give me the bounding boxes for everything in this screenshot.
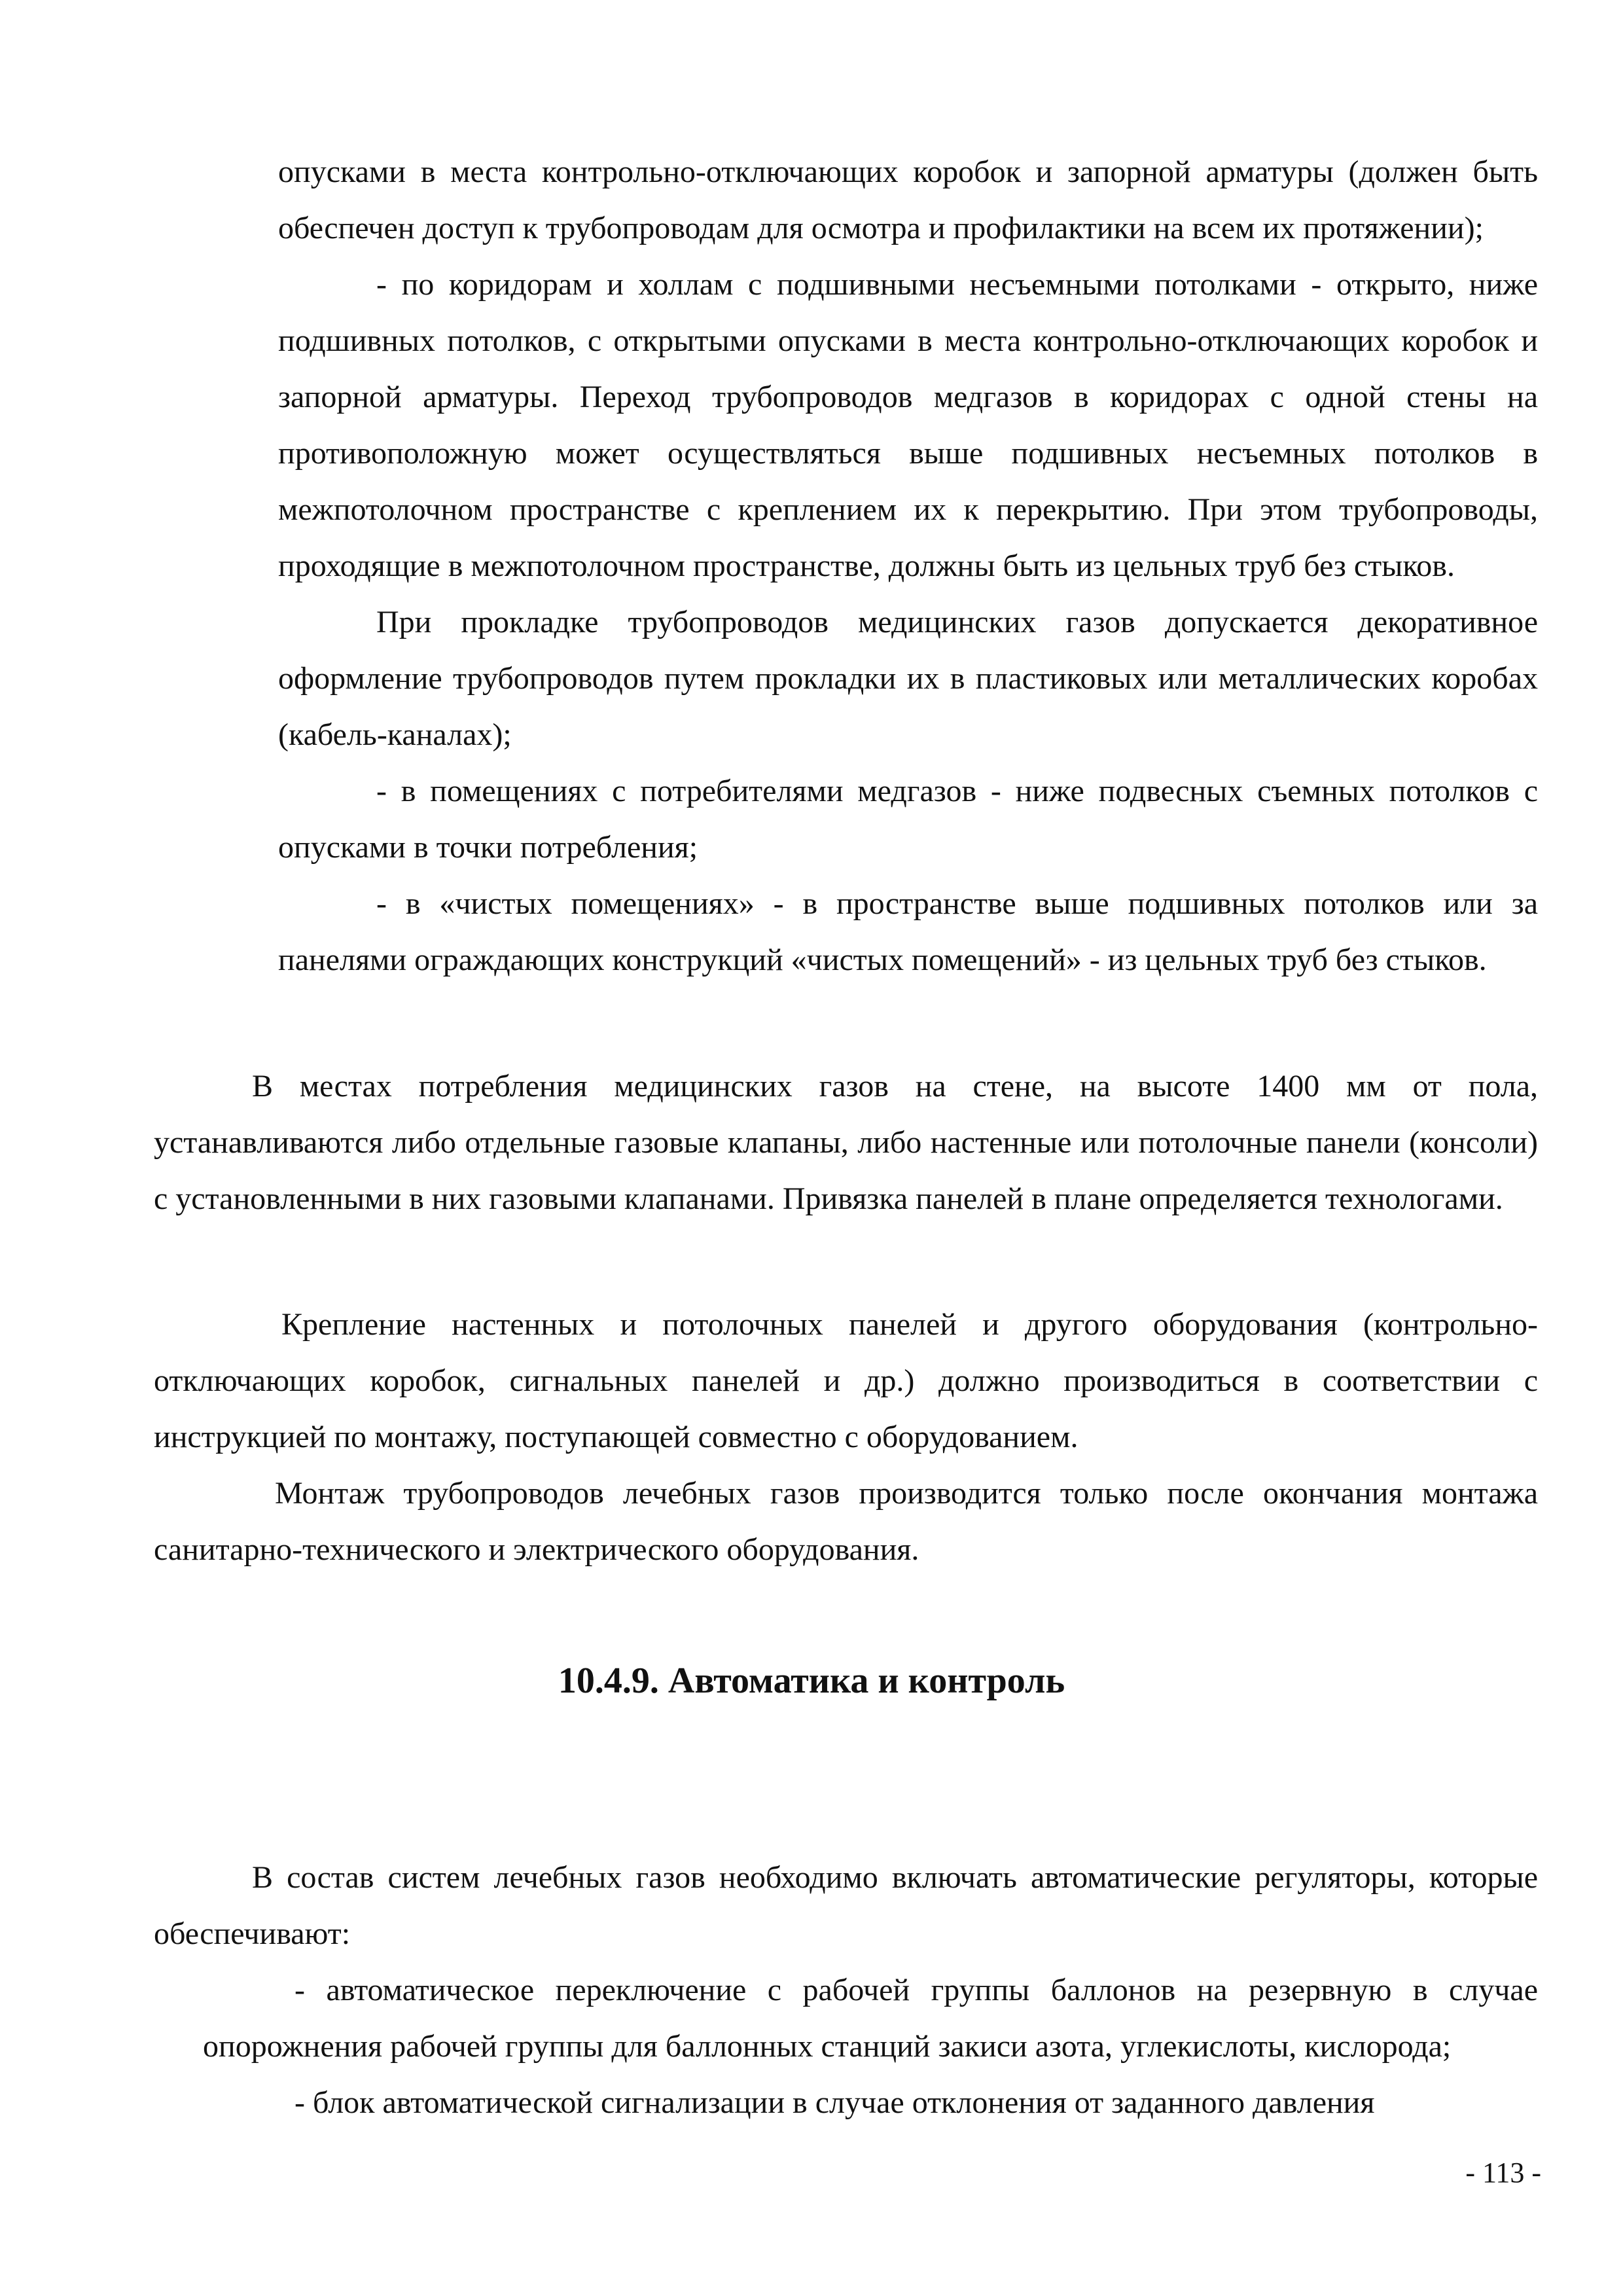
paragraph-8: Монтаж трубопроводов лечебных газов производится только после окончания монтажа санитарно-технического и электрического оборудования. — [154, 1476, 1538, 1567]
paragraph-2: - по коридорам и холлам с подшивными несъемными потолками - открыто, ниже подшивных потолков, с открытыми опусками в места контрольно-отключающих коробок и запорной арматуры. Переход трубопроводов медгазов в коридорах с одной стены на противоположную может осуществляться выше подшивных несъемных потолков в межпотолочном пространстве с креплением их к перекрытию. При этом трубопроводы, проходящие в межпотолочном пространстве, должны быть из цельных труб без стыков. — [278, 267, 1538, 583]
paragraph-10: - автоматическое переключение с рабочей группы баллонов на резервную в случае опорожнения рабочей группы для баллонных станций закиси азота, углекислоты, кислорода; — [203, 1973, 1538, 2064]
page-number: - 113 - — [1465, 2157, 1541, 2189]
paragraph-6: В местах потребления медицинских газов на стене, на высоте 1400 мм от пола, устанавливаются либо отдельные газовые клапаны, либо настенные или потолочные панели (консоли) с установленными в них газовыми клапанами. Привязка панелей в плане определяется технологами. — [154, 1069, 1538, 1216]
paragraph-5: - в «чистых помещениях» - в пространстве выше подшивных потолков или за панелями ограждающих конструкций «чистых помещений» - из цельных труб без стыков. — [278, 886, 1538, 977]
paragraph-1: опусками в места контрольно-отключающих коробок и запорной арматуры (должен быть обеспечен доступ к трубопроводам для осмотра и профилактики на всем их протяжении); — [278, 154, 1538, 245]
paragraph-9: В состав систем лечебных газов необходимо включать автоматические регуляторы, которые обеспечивают: — [154, 1860, 1538, 1951]
section-heading: 10.4.9. Автоматика и контроль — [558, 1660, 1065, 1701]
paragraph-3: При прокладке трубопроводов медицинских газов допускается декоративное оформление трубопроводов путем прокладки их в пластиковых или металлических коробах (кабель-каналах); — [278, 605, 1538, 752]
paragraph-7: Крепление настенных и потолочных панелей и другого оборудования (контрольно-отключающих коробок, сигнальных панелей и др.) должно производиться в соответствии с инструкцией по монтажу, поступающей совместно с оборудованием. — [154, 1307, 1538, 1454]
paragraph-4: - в помещениях с потребителями медгазов - ниже подвесных съемных потолков с опусками в точки потребления; — [278, 774, 1538, 865]
paragraph-11: - блок автоматической сигнализации в случае отклонения от заданного давления — [294, 2085, 1375, 2120]
